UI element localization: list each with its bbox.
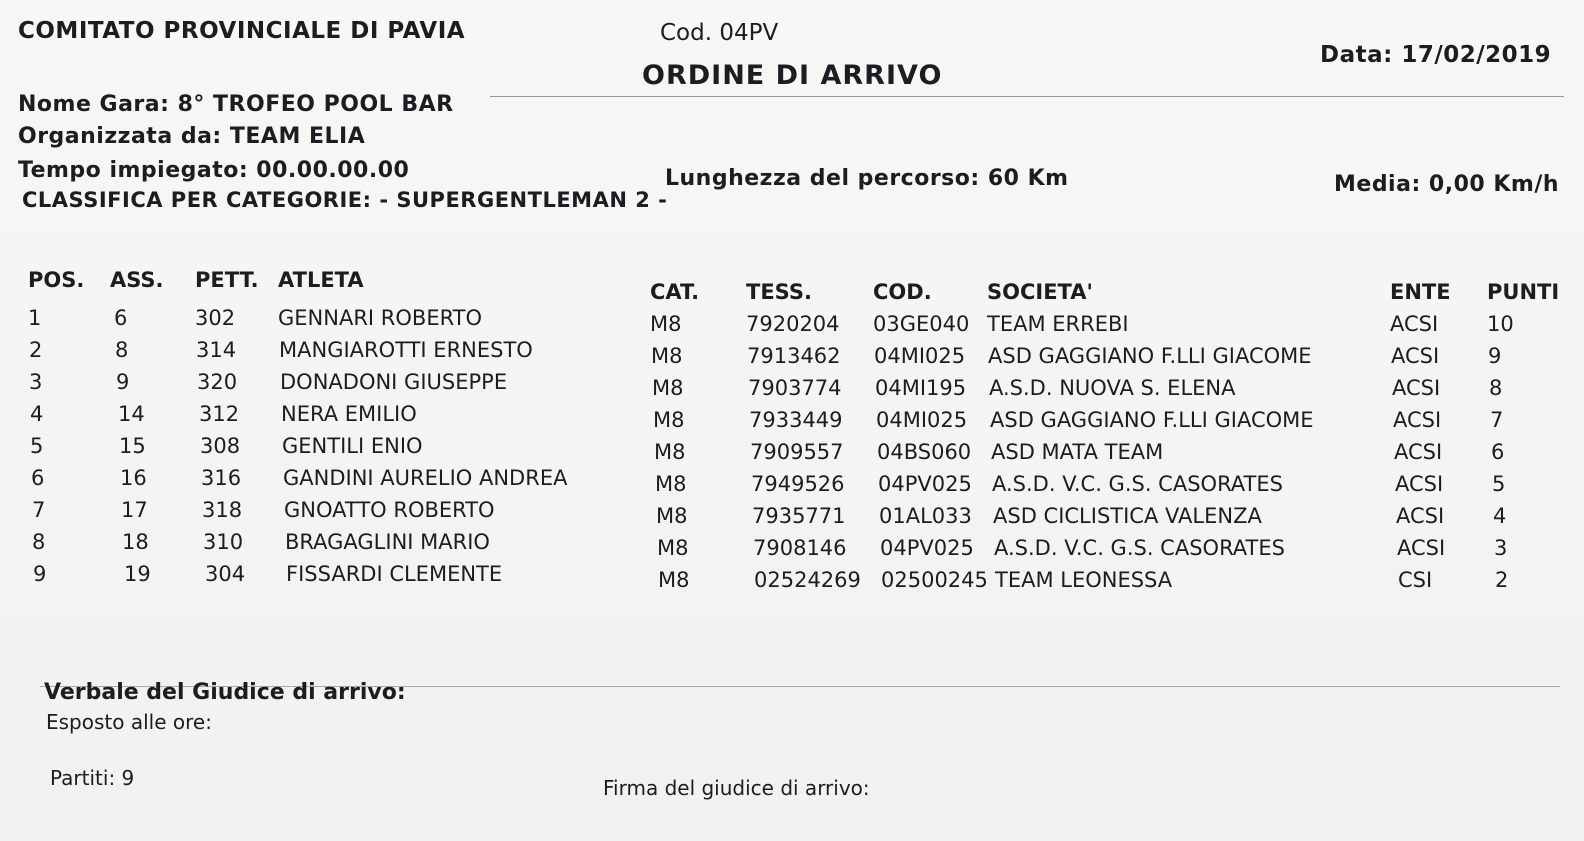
cell-punti: 4: [1493, 504, 1507, 528]
cell-atleta: GENTILI ENIO: [282, 434, 423, 458]
cell-ente: ACSI: [1392, 376, 1441, 400]
column-header-pos: POS.: [28, 268, 85, 292]
cell-punti: 6: [1491, 440, 1505, 464]
cell-ente: ACSI: [1394, 440, 1443, 464]
cell-cat: M8: [658, 568, 690, 592]
cell-punti: 10: [1487, 312, 1514, 336]
judge-report-label: Verbale del Giudice di arrivo:: [44, 680, 406, 705]
cell-societa: TEAM LEONESSA: [995, 568, 1173, 592]
cell-ass: 17: [121, 498, 148, 522]
cell-ente: CSI: [1398, 568, 1433, 592]
cell-punti: 5: [1492, 472, 1506, 496]
cell-tess: 7913462: [747, 344, 841, 368]
cell-ente: ACSI: [1393, 408, 1442, 432]
cell-ass: 18: [122, 530, 149, 554]
cell-tess: 02524269: [754, 568, 861, 592]
cell-ass: 6: [114, 306, 128, 330]
cell-cat: M8: [650, 312, 682, 336]
cell-pett: 312: [199, 402, 240, 426]
cell-pett: 316: [201, 466, 242, 490]
race-date: Data: 17/02/2019: [1320, 42, 1552, 68]
column-header-cat: CAT.: [650, 280, 700, 304]
cell-cat: M8: [656, 504, 688, 528]
cell-pett: 302: [195, 306, 236, 330]
cell-ass: 16: [120, 466, 147, 490]
cell-tess: 7920204: [746, 312, 840, 336]
cell-cod: 04MI025: [874, 344, 966, 368]
average-speed: Media: 0,00 Km/h: [1334, 172, 1560, 197]
cell-pett: 304: [205, 562, 246, 586]
cell-cat: M8: [652, 376, 684, 400]
cell-tess: 7909557: [750, 440, 844, 464]
cell-cod: 04MI195: [875, 376, 967, 400]
cell-societa: ASD CICLISTICA VALENZA: [993, 504, 1262, 528]
cell-pett: 320: [197, 370, 238, 394]
cell-atleta: GENNARI ROBERTO: [278, 306, 483, 330]
posted-at-label: Esposto alle ore:: [46, 710, 212, 734]
cell-ass: 19: [124, 562, 151, 586]
column-header-atleta: ATLETA: [278, 268, 364, 292]
cell-pos: 6: [31, 466, 45, 490]
cell-ass: 9: [116, 370, 130, 394]
cell-atleta: MANGIAROTTI ERNESTO: [279, 338, 533, 362]
cell-societa: A.S.D. NUOVA S. ELENA: [989, 376, 1236, 400]
cell-tess: 7933449: [749, 408, 843, 432]
cell-cod: 01AL033: [879, 504, 972, 528]
cell-tess: 7903774: [748, 376, 842, 400]
cell-societa: A.S.D. V.C. G.S. CASORATES: [994, 536, 1285, 560]
committee-code: Cod. 04PV: [660, 20, 779, 46]
cell-societa: ASD GAGGIANO F.LLI GIACOME: [988, 344, 1312, 368]
cell-ente: ACSI: [1390, 312, 1439, 336]
cell-punti: 9: [1488, 344, 1502, 368]
cell-pett: 310: [203, 530, 244, 554]
cell-pos: 4: [30, 402, 44, 426]
cell-societa: TEAM ERREBI: [987, 312, 1129, 336]
cell-ente: ACSI: [1396, 504, 1445, 528]
cell-cat: M8: [651, 344, 683, 368]
cell-atleta: GANDINI AURELIO ANDREA: [283, 466, 568, 490]
column-header-ass: ASS.: [110, 268, 164, 292]
time-used: Tempo impiegato: 00.00.00.00: [18, 158, 410, 183]
judge-signature-label: Firma del giudice di arrivo:: [603, 776, 870, 800]
cell-cat: M8: [654, 440, 686, 464]
cell-punti: 3: [1494, 536, 1508, 560]
cell-pos: 5: [30, 434, 44, 458]
cell-societa: A.S.D. V.C. G.S. CASORATES: [992, 472, 1283, 496]
category-ranking: CLASSIFICA PER CATEGORIE: - SUPERGENTLEMAN 2 -: [22, 188, 668, 212]
cell-cod: 02500245: [881, 568, 988, 592]
cell-atleta: FISSARDI CLEMENTE: [286, 562, 503, 586]
cell-atleta: DONADONI GIUSEPPE: [280, 370, 508, 394]
cell-cat: M8: [655, 472, 687, 496]
cell-societa: ASD GAGGIANO F.LLI GIACOME: [990, 408, 1314, 432]
cell-pett: 308: [200, 434, 241, 458]
cell-pos: 2: [29, 338, 43, 362]
cell-punti: 7: [1490, 408, 1504, 432]
cell-punti: 8: [1489, 376, 1503, 400]
cell-ente: ACSI: [1395, 472, 1444, 496]
cell-tess: 7949526: [751, 472, 845, 496]
header-rule: [490, 96, 1564, 97]
cell-atleta: NERA EMILIO: [281, 402, 417, 426]
cell-pos: 1: [28, 306, 42, 330]
column-header-pett: PETT.: [195, 268, 259, 292]
committee-name: COMITATO PROVINCIALE DI PAVIA: [18, 18, 466, 44]
cell-punti: 2: [1495, 568, 1509, 592]
cell-cod: 04PV025: [880, 536, 974, 560]
cell-atleta: BRAGAGLINI MARIO: [285, 530, 490, 554]
cell-cod: 04BS060: [877, 440, 972, 464]
cell-atleta: GNOATTO ROBERTO: [284, 498, 495, 522]
organizer: Organizzata da: TEAM ELIA: [18, 124, 366, 149]
cell-cod: 04PV025: [878, 472, 972, 496]
cell-tess: 7908146: [753, 536, 847, 560]
column-header-cod: COD.: [873, 280, 932, 304]
cell-cod: 04MI025: [876, 408, 968, 432]
cell-pos: 7: [32, 498, 46, 522]
route-length: Lunghezza del percorso: 60 Km: [665, 166, 1069, 191]
cell-cat: M8: [657, 536, 689, 560]
cell-ass: 8: [115, 338, 129, 362]
cell-pett: 318: [202, 498, 243, 522]
cell-ente: ACSI: [1397, 536, 1446, 560]
cell-pett: 314: [196, 338, 237, 362]
cell-ass: 15: [119, 434, 146, 458]
cell-pos: 3: [29, 370, 43, 394]
column-header-societa: SOCIETA': [987, 280, 1093, 304]
started-count: Partiti: 9: [50, 766, 135, 790]
cell-tess: 7935771: [752, 504, 846, 528]
cell-cod: 03GE040: [873, 312, 970, 336]
cell-pos: 9: [33, 562, 47, 586]
page-title: ORDINE DI ARRIVO: [642, 60, 943, 91]
cell-pos: 8: [32, 530, 46, 554]
cell-ass: 14: [118, 402, 145, 426]
column-header-ente: ENTE: [1390, 280, 1451, 304]
column-header-punti: PUNTI: [1487, 280, 1560, 304]
race-name: Nome Gara: 8° TROFEO POOL BAR: [18, 92, 454, 117]
cell-cat: M8: [653, 408, 685, 432]
cell-societa: ASD MATA TEAM: [991, 440, 1164, 464]
column-header-tess: TESS.: [746, 280, 812, 304]
cell-ente: ACSI: [1391, 344, 1440, 368]
